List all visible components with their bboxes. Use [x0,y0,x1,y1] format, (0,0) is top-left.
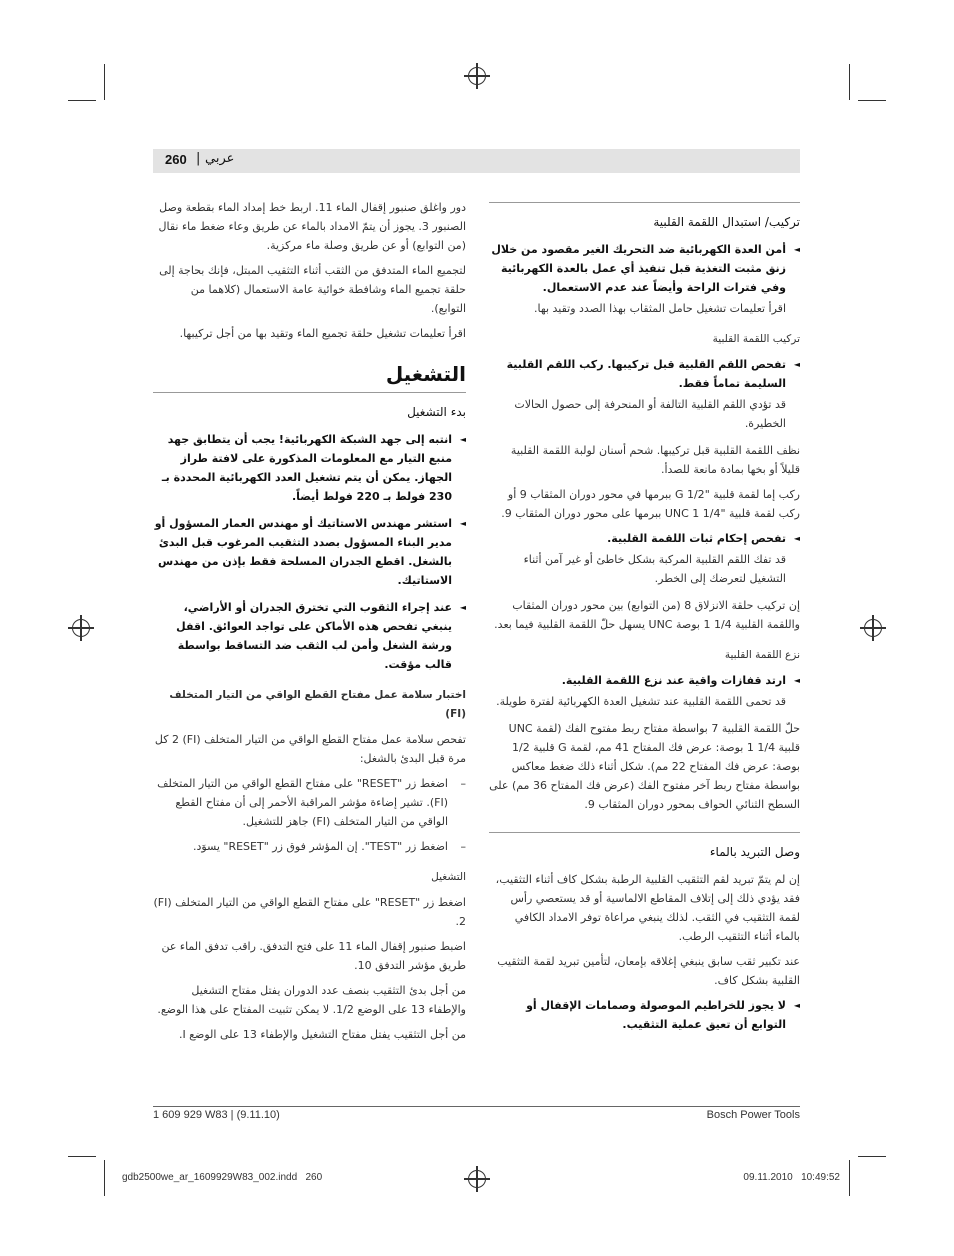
crop-mark [858,1156,886,1157]
warning-bullet: ◄ أمن العدة الكهربائية ضد التحريك الغير مقصود من خلال زنق مثبت التغذية قبل تنفيذ أي عمل بالعدة الكهربائية وفي فترات الراحة وأيضاً عند عدم الاستعمال. [489,240,800,297]
header-separator: | [196,151,201,166]
paragraph: لتجميع الماء المتدفق من الثقب أثناء التثقيب المبتل، فإنك بحاجة إلى حلقة تجميع الماء وشافطة خوائية عامة الاستعمال (كلاهما من التوابع). [159,264,466,315]
registration-mark-icon [468,67,486,85]
paragraph: دور واغلق صنبور إقفال الماء 11. اربط خط إمداد الماء بقطعة وصل الصنبور 3. يجوز أن يتمّ الامداد بالماء عن طريق وعاء ضغط ماء نقال (من التوابع) أو عن طريق وصلة ماء مركزية. [158,201,466,252]
paragraph: من أجل بدئ التثقيب بنصف عدد الدوران يفتل مفتاح التشغيل والإطفاء 13 على الوضع 1/2. لا يمكن تثبيت المفتاح على هذا الوضع. [157,984,466,1016]
paragraph: إن تركيب حلقة الانزلاق 8 (من التوابع) بين محور دوران المثقاب واللقمة القلبية 1/4 1 بوصة UNC يسهل حلّ اللقمة القلبية فيما بعد. [494,599,800,631]
registration-mark-icon [468,1170,486,1188]
crop-mark [849,64,850,100]
warning-bullet: ◄ تفحص اللقم القلبية قبل تركيبها. ركب اللقم القلبية السليمة تماماً فقط. [489,355,800,393]
paragraph: قد تحمى اللقمة القلبية عند تشغيل العدة الكهربائية لفترة طويلة. [496,695,786,708]
paragraph: اقرأ تعليمات تشغيل حلقة تجميع الماء وتقيد بها من أجل تركيبها. [179,327,466,340]
slug-date: 09.11.2010 10:49:52 [743,1172,840,1183]
warning-bullet: ◄ تفحص إحكام ثبات اللقمة القلبية. [489,529,800,548]
crop-mark [68,1156,96,1157]
right-column [489,196,800,1036]
section-heading: بدء التشغيل [407,405,466,419]
registration-mark-icon [864,619,882,637]
paragraph: عند تكبير ثقب سابق ينبغي إغلاقه بإمعان، لتأمين تبريد لقمة التثقيب القلبية بشكل كاف. [497,955,800,987]
page-header [153,149,800,173]
list-item: – اضغط زر "RESET" على مفتاح القطع الواقي من التيار المتخلف (FI). تشير إضاءة مؤشر المراقبة الأحمر إلى أن مفتاح القطع الواقي من التيار المتخلف (FI) جاهز للتشغيل. [153,774,466,831]
warning-bullet: ◄ ارتد قفازات واقية عند نزع اللقمة القلبية. [489,671,800,690]
warning-bullet: ◄ انتبه إلى جهد الشبكة الكهربائية! يجب أن يتطابق جهد منبع التيار مع المعلومات المذكورة على لافتة طراز الجهاز. يمكن أن يتم تشغيل العدد الكهربائية المحددة بـ 230 فولط بـ 220 فولط أيضاً. [153,430,466,506]
crop-mark [858,100,886,101]
warning-bullet: ◄ لا يجوز للخراطيم الموصولة وصمامات الإقفال أو التوابع أن تعيق عملية التثقيب. [489,996,800,1034]
crop-mark [68,100,96,101]
footer-brand: Bosch Power Tools [706,1109,800,1121]
warning-bullet: ◄ عند إجراء الثقوب التي تخترق الجدران أو الأراضي، ينبغي تفحص هذه الأماكن على تواجد العوائق. اقفل ورشة الشغل وأمن لب الثقب ضد التساقط بواسطة قالب مؤقت. [153,598,466,674]
warning-bullet: ◄ استشر مهندس الاستاتيك أو مهندس العمار المسؤول أو مدير البناء المسؤول بصدد التثقيب المرغوب قبل البدئ بالشغل. اقطع الجدران المسلحة فقط بإذن من مهندس الاستاتيك. [153,514,466,590]
paragraph: من أجل التثقيب يفتل مفتاح التشغيل والإطفاء 13 على الوضع I. [178,1028,466,1041]
paragraph: نظف اللقمة القلبية قبل تركيبها. شحم أسنان لولبة اللقمة القلبية قليلاً أو بخها بمادة مانعة للصدأ. [510,444,800,476]
paragraph: اقرأ تعليمات تشغيل حامل المثقاب بهذا الصدد وتقيد بها. [534,302,786,315]
paragraph: ركب إما لقمة قلبية "G 1/2 ببرمها في محور دوران المثقاب 9 أو ركب لقمة قلبية "UNC 1 1/4 ببرمها على محور دوران المثقاب 9. [501,488,800,520]
subheading: اختبار سلامة عمل مفتاح القطع الواقي من التيار المتخلف (FI) [169,689,466,720]
section-heading: تركيب/ استبدال اللقمة القلبية [653,215,800,229]
registration-mark-icon [72,619,90,637]
paragraph: قد تفك اللقم القلبية المركبة بشكل خاطئ أو غير آمن أثناء التشغيل لتعرضك إلى الخطر. [523,553,786,585]
paragraph: إن لم يتمّ تبريد لقم التثقيب القلبية الرطبة بشكل كاف أثناء التثقيب، فقد يؤدي ذلك إلى إتلاف المقاطع الالماسية أو قد يستعصي رأس لقمة التثقيب في الثقب. لذلك ينبغي مراعاة توفر الامداد الكافي بالماء أثناء التثقيب الرطب. [495,873,800,943]
left-column [153,198,466,1050]
paragraph: اضبط صنبور إقفال الماء 11 على فتح التدفق. راقب تدفق الماء عن طريق مؤشر التدفق 10. [161,940,466,972]
subheading: نزع اللقمة القلبية [724,649,800,661]
list-item: – اضغط زر "TEST". إن المؤشر فوق زر "RESET" يسوَد. [153,837,466,856]
paragraph: تفحص سلامة عمل مفتاح القطع الواقي من التيار المتخلف (FI) 2 كل مرة قبل البدئ بالشغل: [154,733,466,765]
paragraph: حلّ اللقمة القلبية 7 بواسطة مفتاح ربط مفتوح الفك (لقمة UNC قلبية 1/4 1 بوصة: عرض فك المفتاح 41 مم، لقمة G قلبية 1/2 بوصة: عرض فك المفتاح 22 مم). شكل أثناء ذلك ضغط معاكس بواسطة مفتاح ربط آخر مفتوح الفك (عرض فك المفتاح 36 مم) على السطح الثنائي الحواف بمحور دوران المثقاب 9. [489,722,800,811]
chapter-title: التشغيل [385,362,466,386]
section-heading: وصل التبريد بالماء [709,845,800,859]
crop-mark [104,1160,105,1196]
footer-code: 1 609 929 W83 | (9.11.10) [153,1109,280,1121]
footer-rule [153,1106,800,1107]
subheading: تركيب اللقمة القلبية [712,333,800,345]
header-language: عربي [205,151,235,166]
page-number: 260 [165,152,187,167]
paragraph: اضغط زر "RESET" على مفتاح القطع الواقي من التيار المتخلف (FI) 2. [153,896,466,928]
subheading: التشغيل [431,871,466,883]
crop-mark [104,64,105,100]
slug-filename: gdb2500we_ar_1609929W83_002.indd 260 [122,1172,323,1183]
crop-mark [849,1160,850,1196]
paragraph: قد تؤدي اللقم القلبية التالفة أو المنحرفة إلى حصول الحالات الخطيرة. [514,398,786,430]
